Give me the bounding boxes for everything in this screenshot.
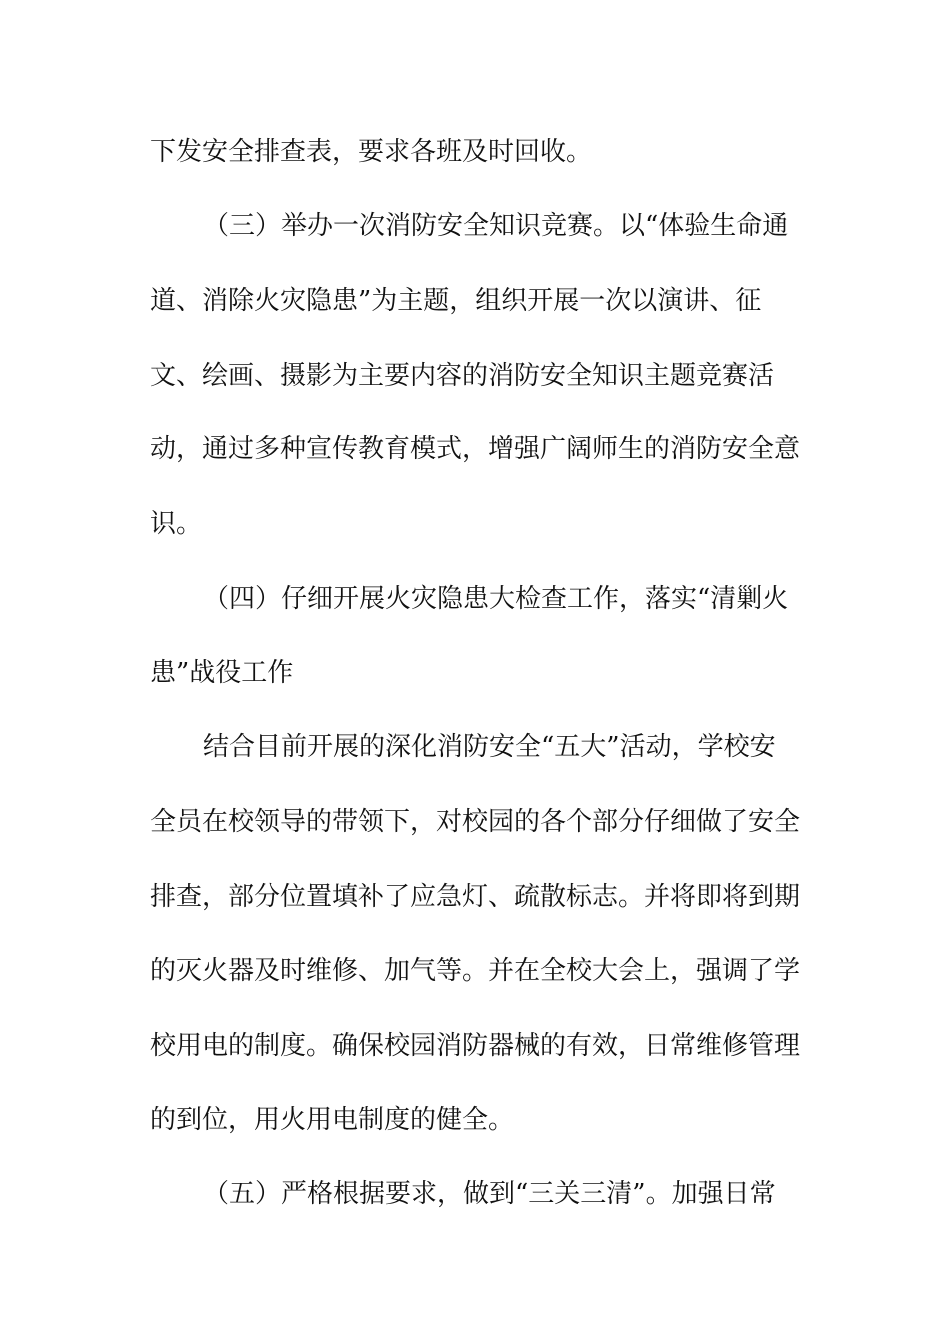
text-line: 校用电的制度。确保校园消防器械的有效，日常维修管理 [150,1031,801,1061]
section-heading-5: （五）严格根据要求，做到“三关三清”。加强日常 [203,1179,776,1209]
section-heading-3: （三）举办一次消防安全知识竞赛。以“体验生命通 [203,211,789,241]
text-line: 全员在校领导的带领下，对校园的各个部分仔细做了安全 [150,807,801,837]
text-line: 下发安全排查表，要求各班及时回收。 [150,137,593,167]
text-line: 患”战役工作 [150,658,294,688]
text-line: 的灭火器及时维修、加气等。并在全校大会上，强调了学 [150,956,801,986]
section-heading-4: （四）仔细开展火灾隐患大检查工作，落实“清剿火 [203,584,789,614]
text-line: 的到位，用火用电制度的健全。 [150,1105,515,1135]
paragraph-start: 结合目前开展的深化消防安全“五大”活动，学校安 [203,732,776,762]
text-line: 道、消除火灾隐患”为主题，组织开展一次以演讲、征 [150,286,762,316]
text-line: 文、绘画、摄影为主要内容的消防安全知识主题竞赛活 [150,361,775,391]
text-line: 动，通过多种宣传教育模式，增强广阔师生的消防安全意 [150,434,801,464]
text-line: 识。 [150,509,203,539]
text-line: 排查，部分位置填补了应急灯、疏散标志。并将即将到期 [150,882,801,912]
